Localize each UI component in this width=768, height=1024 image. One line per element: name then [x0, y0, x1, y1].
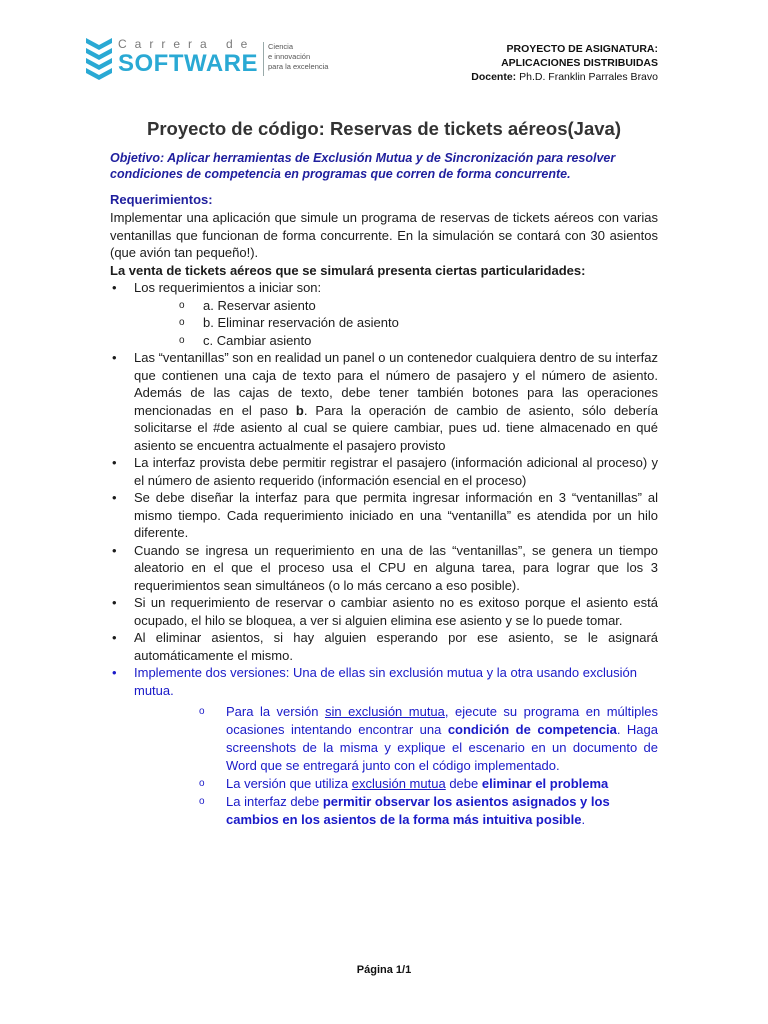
- circle-bullet-icon: o: [199, 778, 205, 789]
- version-1-text-mid: , ejecute su programa en múltiples ocasiones intentando encontrar una: [226, 704, 659, 737]
- list-item: [110, 349, 658, 454]
- objective-text: Objetivo: Aplicar herramientas de Exclusión Mutua y de Sincronización para resolver condiciones de competencia en programas que corren de forma concurrente.: [110, 151, 616, 181]
- circle-bullet-icon: o: [179, 334, 185, 346]
- course-line-2: APLICACIONES DISTRIBUIDAS: [501, 57, 658, 69]
- circle-bullet-icon: o: [179, 317, 185, 328]
- bullet-2-bold: b: [295, 402, 304, 418]
- version-1-underline: sin exclusión mutua: [324, 704, 445, 719]
- list-item: [110, 629, 658, 664]
- logo-software-text: SOFTWARE: [118, 50, 258, 77]
- particularities-line: La venta de tickets aéreos que se simulará presenta ciertas particularidades:: [110, 262, 586, 278]
- list-item: [199, 703, 658, 775]
- version-3-text: La interfaz debe: [226, 794, 323, 809]
- bullet-6-text: Si un requerimiento de reservar o cambiar asiento no es exitoso porque el asiento está ocupado, el hilo se bloquea, a ver si alguien elimina ese asiento y se lo puede tomar.: [134, 595, 658, 628]
- bullet-1-text: Los requerimientos a iniciar son:: [134, 280, 322, 295]
- circle-bullet-icon: o: [199, 796, 205, 807]
- versions-sublist: [134, 703, 658, 829]
- requirements-list: [110, 279, 658, 829]
- bullet-icon: •: [112, 350, 117, 365]
- logo-carrera-text: Carrera de: [118, 37, 256, 51]
- version-2-underline: exclusión mutua: [351, 776, 446, 791]
- bullet-icon: •: [112, 455, 117, 470]
- list-item: [110, 664, 658, 829]
- version-1-text: Para la versión: [226, 704, 325, 719]
- bullet-8-text: Implemente dos versiones: Una de ellas sin exclusión mutua y la otra usando exclusión mutua.: [134, 665, 637, 698]
- bullet-5-text: Cuando se ingresa un requerimiento en una de las “ventanillas”, se genera un tiempo aleatorio en el que el proceso usa el CPU en alguna tarea, para lograr que los 3 requerimientos sean simultáneos (o lo más cercano a eso posible).: [134, 542, 658, 593]
- sub-item-a: a. Reservar asiento: [203, 297, 316, 313]
- list-item: [199, 775, 658, 793]
- intro-paragraph: Implementar una aplicación que simule un programa de reservas de tickets aéreos con varias ventanillas que funcionan de forma concurrente. En la simulación se contará con 30 asientos (que avión tan pequeño!).: [110, 210, 658, 260]
- circle-bullet-icon: o: [199, 706, 205, 717]
- list-item: [179, 297, 658, 315]
- version-3-text-end: .: [581, 812, 586, 827]
- tagline-line-3: para la excelencia: [268, 62, 329, 71]
- tagline-line-1: Ciencia: [268, 42, 294, 51]
- operations-sublist: [134, 297, 658, 350]
- docente-name: Ph.D. Franklin Parrales Bravo: [516, 71, 658, 83]
- software-career-logo: [82, 36, 342, 80]
- logo-chevron-icon: [82, 36, 116, 80]
- docente-line: [471, 70, 658, 84]
- bullet-icon: •: [112, 280, 117, 295]
- version-2-text-mid: debe: [445, 776, 482, 791]
- bullet-2-text-end: . Para la operación de cambio de asiento, sólo debería solicitarse el #de asiento al cual se quiere cambiar, pues ud. tiene almacenado en qué asiento se encuentra actualmente el pasajero provisto: [134, 402, 659, 453]
- bullet-4-text: Se debe diseñar la interfaz para que permita ingresar información en 3 “ventanillas” al mismo tiempo. Cada requerimiento iniciado en una “ventanilla” es atendida por un hilo diferente.: [134, 490, 658, 540]
- bullet-icon: •: [112, 595, 117, 610]
- page-header: [0, 0, 768, 110]
- page-number: Página 1/1: [356, 964, 412, 976]
- list-item: [110, 454, 658, 489]
- version-1-text-end: . Haga screenshots de la misma y explique el escenario en un documento de Word que se entregará junto con el código implementado.: [226, 722, 658, 773]
- list-item: [179, 332, 658, 350]
- sub-item-c: c. Cambiar asiento: [203, 332, 312, 348]
- sub-item-b: b. Eliminar reservación de asiento: [203, 315, 399, 330]
- circle-bullet-icon: o: [179, 299, 185, 311]
- version-2-text: La versión que utiliza: [226, 776, 352, 791]
- bullet-icon: •: [112, 542, 117, 558]
- version-1-bold: condición de competencia: [447, 722, 617, 737]
- page-title: Proyecto de código: Reservas de tickets aéreos(Java): [146, 118, 622, 139]
- bullet-7-text: Al eliminar asientos, si hay alguien esperando por ese asiento, se le asignará automáticamente el mismo.: [134, 630, 658, 663]
- docente-label: Docente:: [471, 71, 517, 83]
- list-item: [110, 489, 658, 542]
- bullet-icon: •: [112, 665, 117, 680]
- requirements-heading: Requerimientos:: [110, 192, 213, 207]
- course-info: [471, 42, 658, 84]
- version-2-bold: eliminar el problema: [481, 776, 609, 791]
- document-body: [110, 118, 658, 829]
- version-3-bold: permitir observar los asientos asignados y los cambios en los asientos de la forma más intuitiva posible: [226, 794, 610, 827]
- logo-tagline: [268, 42, 328, 72]
- bullet-2-text: Las “ventanillas” son en realidad un panel o un contenedor cualquiera dentro de su interfaz que contienen una caja de texto para el número de pasajero y el número de asiento. Además de las cajas de texto, debe tener también botones para las operaciones mencionadas en el paso: [134, 350, 658, 418]
- bullet-icon: •: [112, 630, 117, 645]
- list-item: [110, 279, 658, 349]
- list-item: [179, 314, 658, 332]
- tagline-line-2: e innovación: [268, 52, 311, 61]
- logo-divider: [263, 42, 264, 76]
- list-item: [110, 542, 658, 595]
- list-item: [199, 793, 658, 829]
- bullet-3-text: La interfaz provista debe permitir registrar el pasajero (información adicional al proceso) y el número de asiento requerido (información esencial en el proceso): [134, 455, 658, 488]
- list-item: [110, 594, 658, 629]
- course-line-1: PROYECTO DE ASIGNATURA:: [506, 43, 658, 55]
- bullet-icon: •: [112, 490, 117, 505]
